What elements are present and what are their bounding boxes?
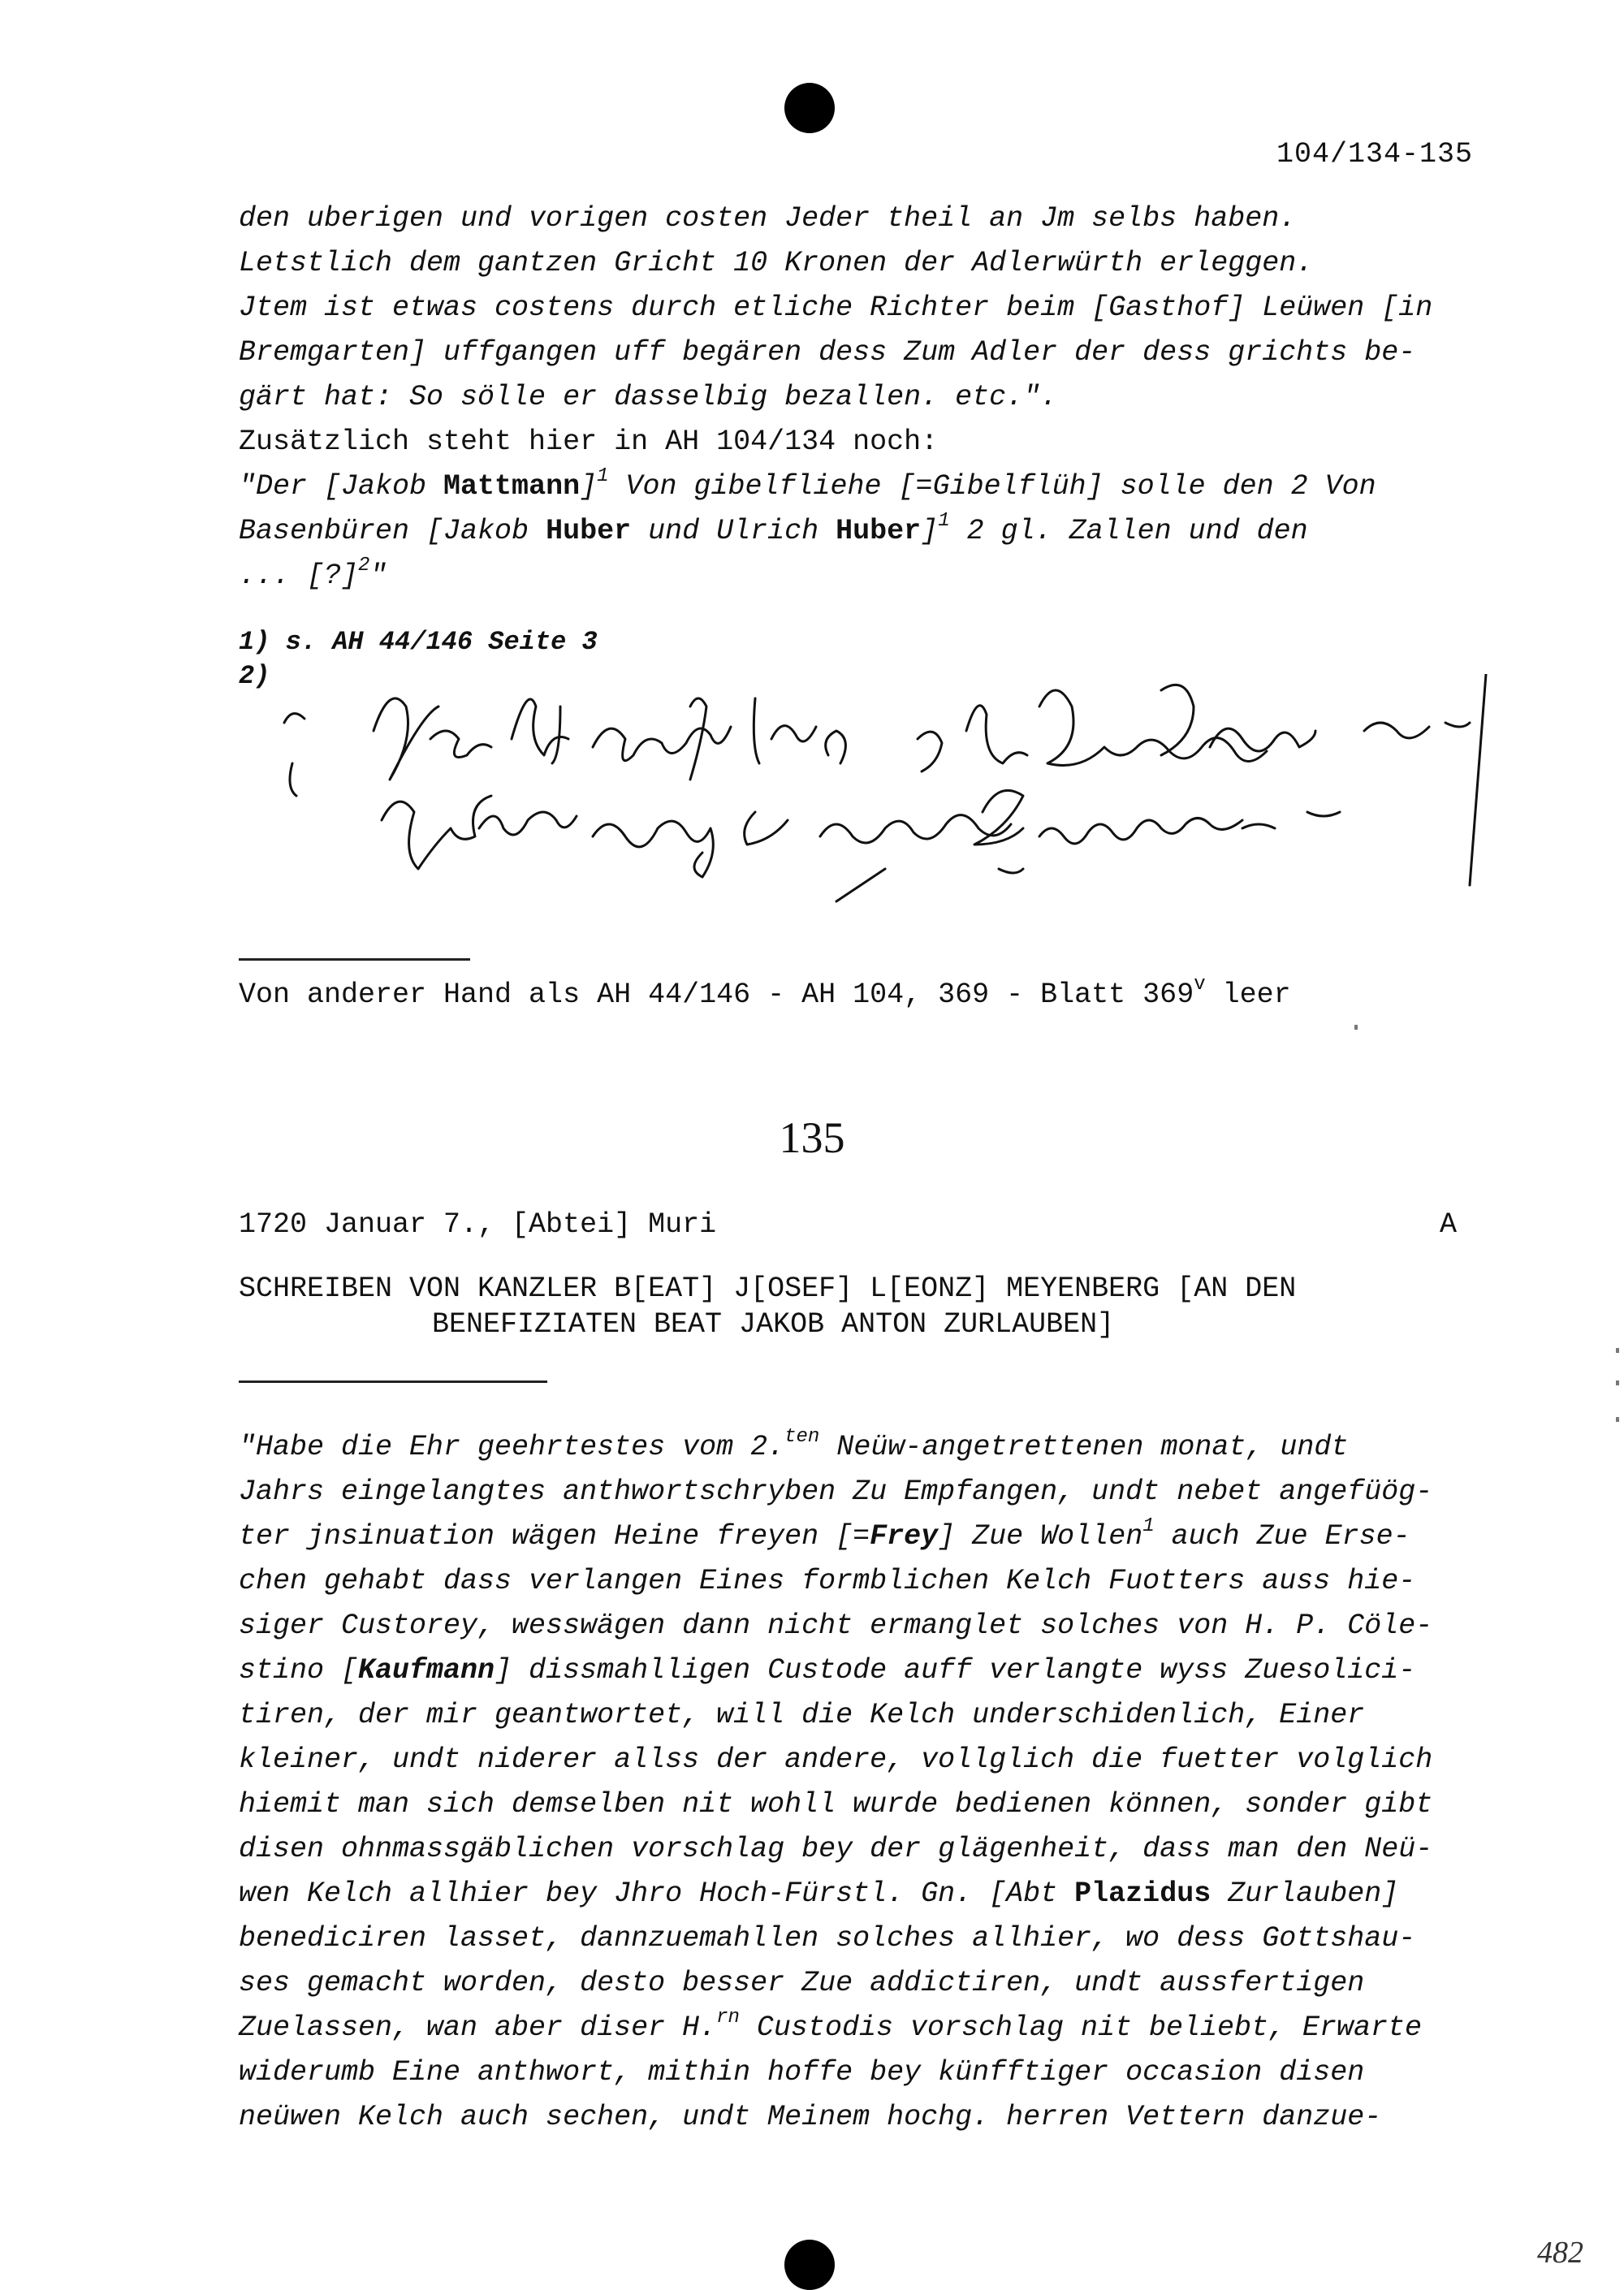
- quote-line: "Der [Jakob Mattmann]$^1$ Von gibelfliehe [=Gibelflüh] solle den 2 Von: [239, 465, 1376, 503]
- heading-line: SCHREIBEN VON KANZLER B[EAT] J[OSEF] L[EONZ] MEYENBERG [AN DEN: [239, 1272, 1297, 1305]
- quote-line: ... [?]$^2$": [239, 555, 387, 592]
- text-line: Zuelassen, wan aber diser H.$^{rn}$ Custodis vorschlag nit beliebt, Erwarte: [239, 2007, 1423, 2044]
- date-line: [239, 1208, 1457, 1241]
- text-line: benediciren lasset, dannzuemahllen solches allhier, wo dess Gottshau-: [239, 1922, 1416, 1955]
- text-line: kleiner, undt niderer allss der andere, vollglich die fuetter volglich: [239, 1743, 1433, 1776]
- text-line: widerumb Eine anthwort, mithin hoffe bey künfftiger occasion disen: [239, 2056, 1365, 2089]
- footnote: 1) s. AH 44/146 Seite 3: [239, 627, 598, 657]
- page-reference: 104/134-135: [1276, 138, 1473, 171]
- text-line: chen gehabt dass verlangen Eines formblichen Kelch Fuotters auss hie-: [239, 1565, 1416, 1597]
- continuation-text: [239, 197, 1470, 598]
- text-line: stino [Kaufmann] dissmahlligen Custode auff verlangte wyss Zuesolici-: [239, 1654, 1416, 1687]
- quote-line: Basenbüren [Jakob Huber und Ulrich Huber]$^1$ 2 gl. Zallen und den: [239, 510, 1308, 547]
- text-line: Letstlich dem gantzen Gricht 10 Kronen der Adlerwürth erleggen.: [239, 247, 1314, 279]
- text-line: ses gemacht worden, desto besser Zue addictiren, undt aussfertigen: [239, 1967, 1365, 1999]
- document-letter: A: [1439, 1208, 1457, 1241]
- punch-hole-top: [784, 83, 835, 133]
- text-line: Bremgarten] uffgangen uff begären dess Zum Adler der dess grichts be-: [239, 336, 1416, 369]
- footnote: 2): [239, 661, 270, 691]
- person-name: Huber: [836, 515, 922, 547]
- divider: [239, 1380, 547, 1383]
- text-line: Jahrs eingelangtes anthwortschryben Zu Empfangen, undt nebet angefüög-: [239, 1476, 1433, 1508]
- name-highlight: Frey: [870, 1520, 939, 1553]
- hand-note: Von anderer Hand als AH 44/146 - AH 104, 369 - Blatt 369$^v$ leer: [239, 974, 1291, 1011]
- text-line: siger Custorey, wesswägen dann nicht ermanglet solches von H. P. Cöle-: [239, 1609, 1433, 1642]
- text-line: tiren, der mir geantwortet, will die Kelch underschidenlich, Einer: [239, 1699, 1365, 1731]
- text-line: neüwen Kelch auch sechen, undt Meinem hochg. herren Vettern danzue-: [239, 2101, 1382, 2133]
- text-line: disen ohnmassgäblichen vorschlag bey der glägenheit, dass man den Neü-: [239, 1833, 1433, 1865]
- letter-body: [239, 1425, 1470, 2140]
- text-line: hiemit man sich demselben nit wohll wurde bedienen können, sonder gibt: [239, 1788, 1433, 1821]
- text-line: ter jnsinuation wägen Heine freyen [=Frey] Zue Wollen$^1$ auch Zue Erse-: [239, 1515, 1410, 1553]
- text-line: gärt hat: So sölle er dasselbig bezallen. etc.".: [239, 381, 1058, 413]
- text-line: wen Kelch allhier bey Jhro Hoch-Fürstl. Gn. [Abt Plazidus Zurlauben]: [239, 1877, 1399, 1910]
- heading-line: BENEFIZIATEN BEAT JAKOB ANTON ZURLAUBEN]: [432, 1308, 1115, 1341]
- document-number: 135: [779, 1113, 845, 1162]
- punch-hole-bottom: [784, 2240, 835, 2290]
- person-name: Mattmann: [443, 470, 581, 503]
- scan-speck: [1354, 1025, 1358, 1030]
- scan-speck: [1616, 1348, 1619, 1353]
- document-heading: [239, 1271, 1470, 1342]
- scan-speck: [1616, 1380, 1619, 1385]
- scan-speck: [1616, 1417, 1619, 1422]
- text-line: den uberigen und vorigen costen Jeder theil an Jm selbs haben.: [239, 202, 1297, 235]
- name-highlight: Kaufmann: [358, 1654, 495, 1687]
- text-line: "Habe die Ehr geehrtestes vom 2.$^{ten}$ Neüw-angetrettenen monat, undt: [239, 1426, 1349, 1463]
- addition-note: Zusätzlich steht hier in AH 104/134 noch:: [239, 426, 939, 458]
- person-name: Huber: [546, 515, 632, 547]
- divider: [239, 958, 470, 961]
- text-line: Jtem ist etwas costens durch etliche Richter beim [Gasthof] Leüwen [in: [239, 292, 1433, 324]
- name-highlight: Plazidus: [1074, 1877, 1212, 1910]
- handwriting-facsimile: [268, 674, 1510, 918]
- date-place: 1720 Januar 7., [Abtei] Muri: [239, 1208, 717, 1241]
- archive-number: 482: [1537, 2236, 1583, 2270]
